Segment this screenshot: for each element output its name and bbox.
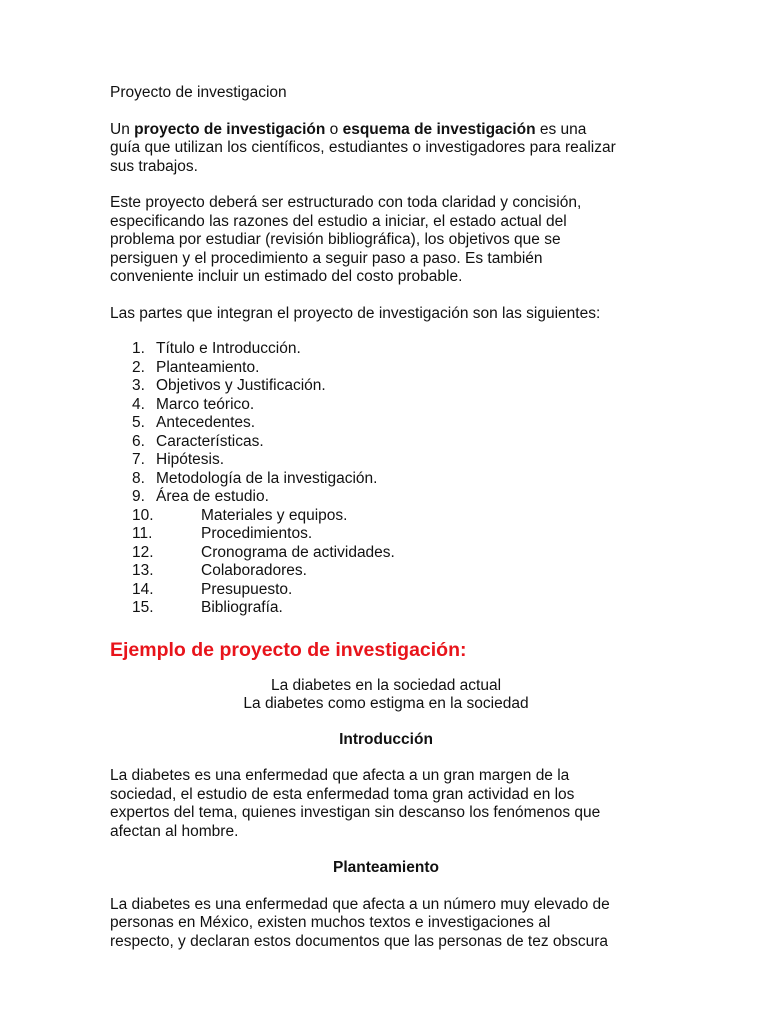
intro-prefix: Un	[110, 120, 135, 138]
list-item	[110, 562, 662, 581]
paragraph-line: personas en México, existen muchos textos e investigaciones al	[110, 914, 551, 931]
list-number: 12.	[132, 543, 154, 561]
list-number: 6.	[132, 432, 145, 450]
structure-line: Este proyecto deberá ser estructurado con toda claridad y concisión,	[110, 194, 582, 211]
paragraph-line: afectan al hombre.	[110, 822, 239, 840]
list-item	[110, 396, 662, 415]
list-text: Presupuesto.	[201, 580, 293, 598]
list-number: 2.	[132, 358, 145, 376]
structure-line: problema por estudiar (revisión bibliográfica), los objetivos que se	[110, 231, 561, 248]
list-text: Colaboradores.	[201, 562, 307, 579]
subtitle-line-1: La diabetes en la sociedad actual	[270, 676, 502, 694]
parts-intro: Las partes que integran el proyecto de investigación son las siguientes:	[110, 304, 601, 322]
intro-line-2: guía que utilizan los científicos, estudiantes o investigadores para realizar	[110, 139, 616, 156]
list-item	[110, 581, 662, 600]
list-number: 3.	[132, 377, 145, 394]
list-item	[110, 488, 662, 507]
section-heading-planteamiento: Planteamiento	[333, 859, 439, 876]
structure-line: conveniente incluir un estimado del costo probable.	[110, 268, 463, 285]
term-esquema: esquema de investigación	[342, 120, 536, 138]
structure-line: persiguen y el procedimiento a seguir paso a paso. Es también	[110, 249, 543, 267]
section-heading-introduccion: Introducción	[339, 730, 433, 748]
list-number: 8.	[132, 469, 145, 487]
paragraph-line: expertos del tema, quienes investigan sin descanso los fenómenos que	[110, 804, 601, 821]
list-item	[110, 470, 662, 489]
list-text: Hipótesis.	[156, 451, 225, 468]
document-page	[110, 84, 662, 969]
intro-line-3: sus trabajos.	[110, 157, 198, 175]
list-item	[110, 433, 662, 452]
paragraph-line: La diabetes es una enfermedad que afecta a un número muy elevado de	[110, 895, 610, 913]
list-text: Área de estudio.	[156, 488, 269, 505]
list-number: 4.	[132, 395, 145, 413]
list-text: Marco teórico.	[156, 395, 255, 413]
list-number: 5.	[132, 414, 145, 431]
intro-paragraph	[110, 121, 662, 177]
intro-suffix: es una	[535, 120, 587, 138]
list-number: 11.	[132, 525, 153, 542]
list-item	[110, 599, 662, 618]
list-number: 1.	[132, 340, 145, 357]
term-proyecto: proyecto de investigación	[134, 120, 326, 138]
intro-mid: o	[325, 120, 343, 138]
list-text: Materiales y equipos.	[201, 506, 348, 524]
list-item	[110, 359, 662, 378]
document-title: Proyecto de investigacion	[110, 84, 287, 101]
list-number: 14.	[132, 580, 154, 598]
list-number: 13.	[132, 562, 154, 579]
parts-list	[110, 340, 662, 618]
paragraph-line: respecto, y declaran estos documentos que las personas de tez obscura	[110, 932, 609, 950]
list-item	[110, 414, 662, 433]
list-number: 7.	[132, 451, 145, 468]
structure-paragraph	[110, 194, 662, 287]
example-heading: Ejemplo de proyecto de investigación:	[110, 638, 467, 661]
structure-line: especificando las razones del estudio a iniciar, el estado actual del	[110, 212, 567, 230]
list-text: Cronograma de actividades.	[201, 543, 395, 561]
paragraph-line: La diabetes es una enfermedad que afecta a un gran margen de la	[110, 767, 570, 784]
list-text: Procedimientos.	[201, 525, 313, 542]
list-item	[110, 507, 662, 526]
paragraph-line: sociedad, el estudio de esta enfermedad toma gran actividad en los	[110, 785, 575, 803]
list-text: Antecedentes.	[156, 414, 256, 431]
list-text: Bibliografía.	[201, 599, 283, 616]
list-text: Objetivos y Justificación.	[156, 377, 326, 394]
list-item	[110, 525, 662, 544]
planteamiento-paragraph	[110, 896, 662, 952]
list-number: 15.	[132, 599, 154, 616]
list-number: 10.	[132, 506, 154, 524]
list-item	[110, 340, 662, 359]
example-subtitles	[110, 677, 662, 714]
introduccion-paragraph	[110, 767, 662, 841]
list-item	[110, 451, 662, 470]
list-text: Título e Introducción.	[156, 340, 301, 357]
list-text: Características.	[156, 432, 264, 450]
intro-line-1	[110, 121, 586, 138]
list-text: Planteamiento.	[156, 358, 260, 376]
subtitle-line-2: La diabetes como estigma en la sociedad	[243, 695, 529, 712]
list-text: Metodología de la investigación.	[156, 469, 378, 487]
list-item	[110, 544, 662, 563]
list-item	[110, 377, 662, 396]
list-number: 9.	[132, 488, 145, 505]
